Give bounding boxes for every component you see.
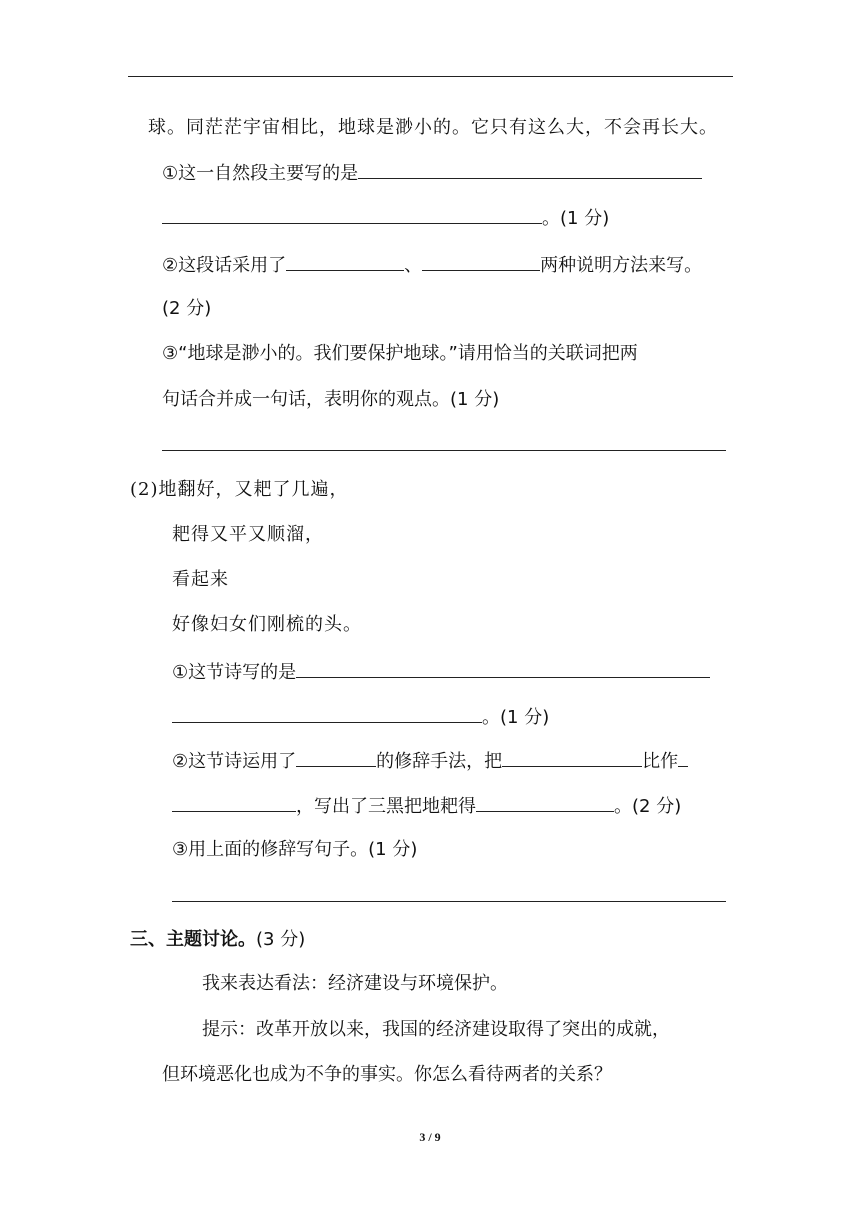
poem-line-1: [130, 478, 349, 502]
q2-item2-text: 比作: [642, 751, 679, 772]
poem-text: (2)地翻好，又耙了几遍，: [130, 479, 349, 500]
answer-blank[interactable]: [162, 432, 726, 451]
hint-text: 但环境恶化也成为不争的事实。你怎么看待两者的关系？: [162, 1064, 612, 1085]
answer-blank[interactable]: [678, 748, 688, 767]
q1-item2-prompt: ②这段话采用了: [162, 255, 287, 276]
q2-item3: [172, 838, 417, 862]
q1-item2: [162, 252, 702, 278]
q1-item3-cont: [162, 388, 499, 412]
score-label: (2 分): [162, 298, 212, 319]
poem-line-4: [172, 613, 362, 637]
q2-item1-cont: [172, 704, 549, 730]
answer-blank[interactable]: [502, 748, 642, 767]
score-label: (3 分): [256, 929, 306, 950]
answer-blank[interactable]: [476, 793, 614, 812]
score-label: 。(2 分): [614, 796, 682, 817]
q2-item2-text: 的修辞手法，把: [376, 751, 503, 772]
q2-item1-prompt: ①这节诗写的是: [172, 662, 297, 683]
poem-text: 看起来: [172, 569, 229, 590]
q1-item2-score: [162, 297, 211, 321]
answer-blank[interactable]: [422, 252, 540, 271]
answer-blank[interactable]: [296, 659, 710, 678]
q2-item2: [172, 748, 688, 774]
header-rule: [128, 76, 733, 77]
q2-item2-cont: [172, 793, 681, 819]
q2-item2-text: ，写出了三黑把地耙得: [296, 796, 476, 817]
q1-item1-cont: [162, 205, 609, 231]
q1-item3-answer-line[interactable]: [162, 432, 726, 458]
poem-text: 好像妇女们刚梳的头。: [172, 614, 362, 635]
answer-blank[interactable]: [162, 205, 542, 224]
passage-text: [148, 116, 718, 140]
separator: 、: [404, 255, 423, 276]
answer-blank[interactable]: [296, 748, 376, 767]
poem-text: 耙得又平又顺溜，: [172, 524, 324, 545]
section3-heading: [130, 928, 305, 952]
q1-item3: [162, 342, 638, 366]
q2-item1: [172, 659, 710, 685]
q1-item3-prompt: ③“地球是渺小的。我们要保护地球。”请用恰当的关联词把两: [162, 343, 638, 364]
q1-item3-prompt-cont: 句话合并成一句话，表明你的观点。(1 分): [162, 389, 500, 410]
q1-item1: [162, 160, 702, 186]
passage-sentence: 球。同茫茫宇宙相比，地球是渺小的。它只有这么大，不会再长大。: [148, 117, 718, 138]
answer-blank[interactable]: [172, 883, 726, 902]
score-label: 。(1 分): [542, 208, 610, 229]
score-label: 。(1 分): [482, 707, 550, 728]
answer-blank[interactable]: [358, 160, 702, 179]
section-title: 三、主题讨论。: [130, 929, 256, 950]
q2-item3-answer-line[interactable]: [172, 883, 726, 909]
answer-blank[interactable]: [286, 252, 404, 271]
section3-hint-cont: [162, 1063, 612, 1087]
answer-blank[interactable]: [172, 704, 482, 723]
topic-text: 我来表达看法：经济建设与环境保护。: [202, 973, 508, 994]
poem-line-3: [172, 568, 229, 592]
poem-line-2: [172, 523, 324, 547]
q1-item2-tail: 两种说明方法来写。: [540, 255, 703, 276]
q2-item2-prompt: ②这节诗运用了: [172, 751, 297, 772]
q1-item1-prompt: ①这一自然段主要写的是: [162, 163, 359, 184]
section3-hint: [202, 1018, 670, 1042]
q2-item3-prompt: ③用上面的修辞写句子。(1 分): [172, 839, 418, 860]
hint-text: 提示：改革开放以来，我国的经济建设取得了突出的成就，: [202, 1019, 670, 1040]
section3-topic: [202, 972, 508, 996]
answer-blank[interactable]: [172, 793, 296, 812]
page-number: 3 / 9: [419, 1130, 441, 1144]
